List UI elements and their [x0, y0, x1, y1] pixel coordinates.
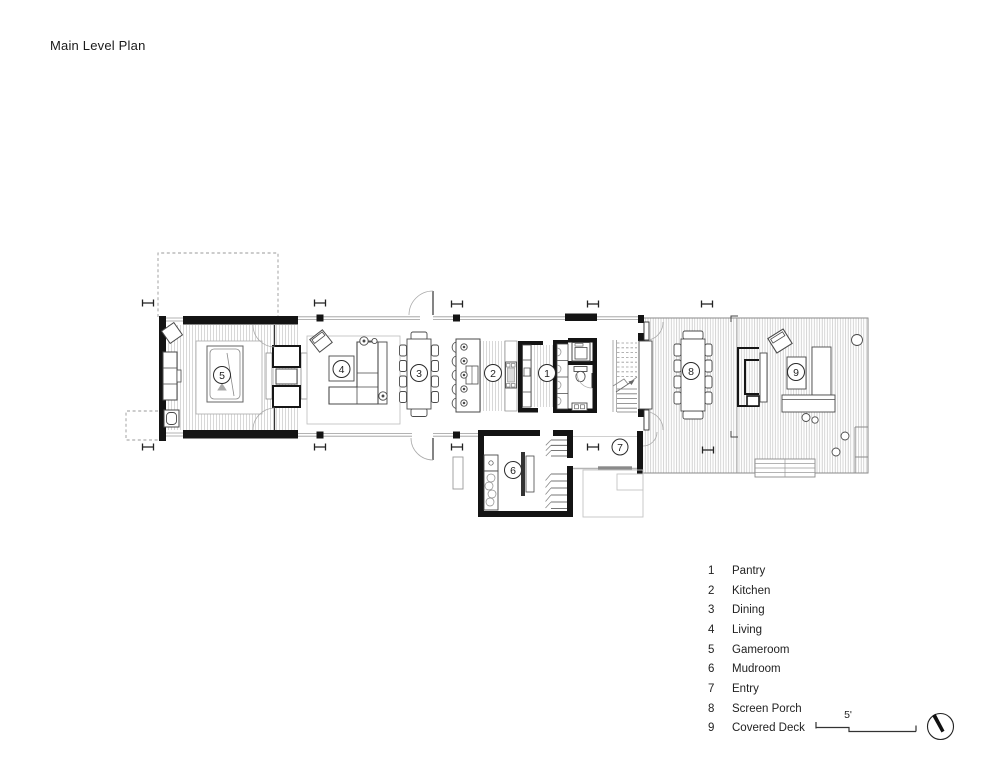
door-swing [409, 291, 433, 315]
mudroom [478, 430, 573, 517]
north-arrow-icon [918, 705, 964, 751]
door-swing [411, 438, 433, 460]
north-entry-door [409, 291, 433, 315]
dining-chair [411, 409, 427, 417]
pantry-wall-cap [518, 408, 538, 413]
armchair-table [276, 369, 297, 384]
legend-number: 4 [708, 623, 715, 636]
dining-chair [432, 361, 439, 372]
legend-row [708, 699, 805, 719]
column [317, 315, 324, 322]
porch-chair [705, 360, 712, 372]
deck-stool [832, 448, 840, 456]
room-tag-number: 3 [416, 367, 422, 380]
dining-chair [400, 376, 407, 387]
legend-number: 8 [708, 702, 715, 715]
deck-armchair-seat [747, 396, 759, 406]
entry-east-wall [637, 431, 643, 474]
column [317, 432, 324, 439]
pantry-west-wall [518, 341, 523, 412]
legend-name: Kitchen [732, 584, 771, 597]
porch-chair [674, 344, 681, 356]
mudroom-west-wall [478, 430, 484, 517]
dining-chair [400, 361, 407, 372]
room-tag-number: 8 [688, 365, 694, 378]
door-leaf [644, 410, 649, 430]
legend-row [708, 620, 805, 640]
mudroom-south-wall [478, 511, 573, 517]
legend-name: Dining [732, 604, 765, 617]
overhang-dashed-left [158, 253, 278, 317]
overhang-dashed-small [126, 411, 158, 440]
legend-row [708, 561, 805, 581]
steel-column-marker [588, 301, 599, 308]
legend-number: 3 [708, 604, 715, 617]
deck-chaise [812, 347, 831, 395]
mudroom-east-wall-lower [567, 466, 573, 517]
closet-wall-cap [553, 409, 568, 413]
legend-number: 9 [708, 722, 715, 735]
column [453, 432, 460, 439]
legend-name: Pantry [732, 564, 766, 577]
mudroom-north-wall [478, 430, 540, 436]
room-tag-number: 7 [617, 441, 623, 454]
stair-arrow-head [629, 380, 635, 385]
living-room [307, 330, 400, 424]
room-tag-number: 6 [510, 464, 516, 477]
legend-row [708, 600, 805, 620]
legend-row [708, 679, 805, 699]
steel-column-marker [702, 301, 713, 308]
bath-sink [572, 403, 587, 411]
porch-chair [705, 344, 712, 356]
side-rail [301, 353, 307, 399]
room-tag-living [333, 361, 350, 378]
room-tag-number: 4 [338, 363, 345, 376]
gameroom [159, 316, 307, 441]
graphic-scale [810, 703, 930, 743]
side-rail [266, 353, 272, 399]
deck-bench [782, 395, 835, 412]
gameroom-armchair-set [266, 346, 307, 407]
armchair [273, 386, 300, 407]
column [638, 315, 644, 323]
legend-number: 2 [708, 584, 715, 597]
deck-stool [802, 414, 810, 422]
dining-chair [400, 345, 407, 356]
deck-planter [852, 335, 863, 346]
dining-chair [432, 345, 439, 356]
room-tag-number: 1 [544, 367, 550, 380]
pantry-wall-cap [518, 341, 543, 345]
deck-steps [755, 459, 815, 477]
steel-column-marker [315, 444, 326, 451]
porch-chair [683, 331, 703, 339]
pantry-block [518, 338, 597, 413]
stair-treads-upper [617, 343, 637, 377]
dining-chair [400, 392, 407, 403]
gameroom-stool [164, 410, 179, 427]
legend-number: 5 [708, 643, 715, 656]
steel-column-marker [315, 300, 326, 307]
porch-chair [683, 411, 703, 419]
legend-name: Screen Porch [732, 702, 802, 715]
porch-bench [639, 341, 652, 409]
room-tag-gameroom [214, 367, 231, 384]
legend-name: Entry [732, 682, 759, 695]
hall-closet [557, 344, 568, 409]
entry-stoop [583, 470, 643, 517]
room-legend [708, 561, 805, 738]
legend-name: Living [732, 623, 763, 636]
porch-chair [705, 376, 712, 388]
page-title: Main Level Plan [50, 38, 146, 53]
porch-chair [705, 392, 712, 404]
pantry-shelves [523, 345, 532, 407]
room-tag-pantry [539, 365, 556, 382]
room-tag-mudroom [505, 462, 522, 479]
dining-chair [432, 392, 439, 403]
legend-row [708, 640, 805, 660]
legend-number: 7 [708, 682, 715, 695]
living-lounge-chair [310, 330, 332, 352]
room-tag-entry [612, 439, 628, 455]
gameroom-south-wall [183, 430, 298, 439]
steel-column-marker [452, 301, 463, 308]
room-tag-number: 9 [793, 366, 799, 379]
room-tag-kitchen [485, 365, 502, 382]
mudroom-east-wall-upper [567, 430, 573, 458]
closet-wall-cap [553, 340, 568, 344]
column [453, 315, 460, 322]
room-tag-dining [411, 365, 428, 382]
pantry-east-wall [593, 338, 598, 413]
porch-chair [674, 360, 681, 372]
exterior-planter [453, 457, 463, 489]
legend-number: 1 [708, 564, 715, 577]
dining-chair [432, 376, 439, 387]
legend-row [708, 659, 805, 679]
legend-name: Gameroom [732, 643, 790, 656]
deck-side-panel [760, 353, 767, 402]
legend-name: Mudroom [732, 663, 781, 676]
mudroom-bench [521, 452, 534, 496]
gameroom-north-wall [183, 316, 298, 325]
washer [572, 343, 590, 362]
stair-wall [613, 340, 617, 412]
south-door [411, 438, 433, 460]
legend-name: Covered Deck [732, 722, 805, 735]
steel-column-marker [588, 444, 599, 451]
stair [613, 340, 637, 412]
deck-stool [812, 417, 818, 423]
porch-chair [674, 392, 681, 404]
north-wall-solid-segment [565, 314, 597, 322]
range [506, 362, 517, 388]
scale-label: 5' [844, 709, 852, 721]
coat-closet-shelves [546, 440, 568, 509]
door-leaf [644, 322, 649, 340]
porch-chair [674, 376, 681, 388]
legend-row [708, 719, 805, 739]
steel-column-marker [452, 444, 463, 451]
steel-column-marker [143, 300, 154, 307]
toilet [574, 367, 587, 382]
entry-stoop-step [617, 474, 643, 490]
stair-treads-lower [617, 389, 637, 412]
mudroom-sink-cabinet [484, 455, 498, 510]
room-tag-covered-deck [788, 364, 805, 381]
legend-number: 6 [708, 663, 715, 676]
room-tag-screen-porch [683, 363, 700, 380]
scale-bar-line [816, 722, 916, 732]
bath-divider-wall [568, 361, 597, 365]
room-tag-number: 5 [219, 369, 225, 382]
steel-column-marker [143, 444, 154, 451]
south-window-wall [298, 434, 478, 437]
deck-stool [841, 432, 849, 440]
room-tag-number: 2 [490, 367, 496, 380]
legend-row [708, 581, 805, 601]
north-arrow-needle [932, 714, 944, 733]
armchair [273, 346, 300, 367]
